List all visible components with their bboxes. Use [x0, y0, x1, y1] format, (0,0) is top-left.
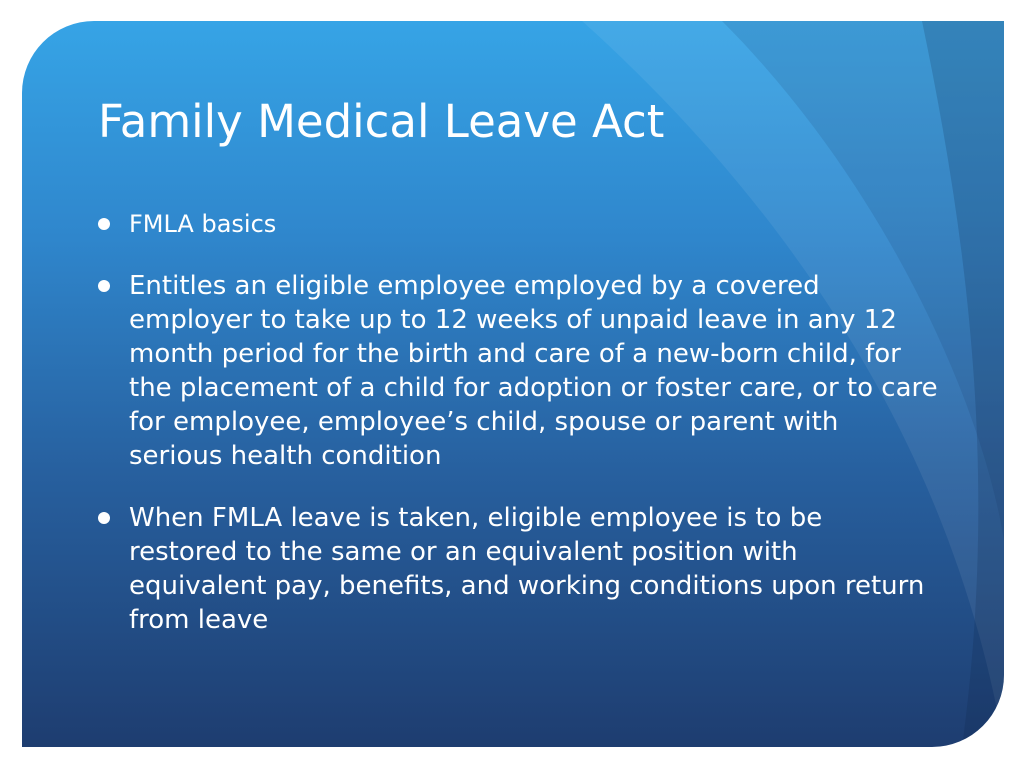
- bullet-dot-icon: [98, 280, 110, 292]
- bullet-item: [98, 269, 938, 473]
- bullet-item: [98, 501, 938, 637]
- slide-panel: [22, 21, 1004, 747]
- bullet-text: When FMLA leave is taken, eligible employee is to be restored to the same or an equivalent position with equivalent pay, benefits, and working conditions upon return from leave: [129, 503, 925, 635]
- slide-title: Family Medical Leave Act: [98, 95, 665, 148]
- bullet-list: [98, 207, 938, 637]
- bullet-text: Entitles an eligible employee employed by a covered employer to take up to 12 weeks of unpaid leave in any 12 month period for the birth and care of a new-born child, for the placement of a child for adoption or foster care, or to care for employee, employee’s child, spouse or parent with serious health condition: [129, 271, 938, 471]
- bullet-dot-icon: [98, 512, 110, 524]
- bullet-dot-icon: [98, 218, 110, 230]
- bullet-text: FMLA basics: [129, 210, 277, 238]
- bullet-item: [98, 207, 938, 241]
